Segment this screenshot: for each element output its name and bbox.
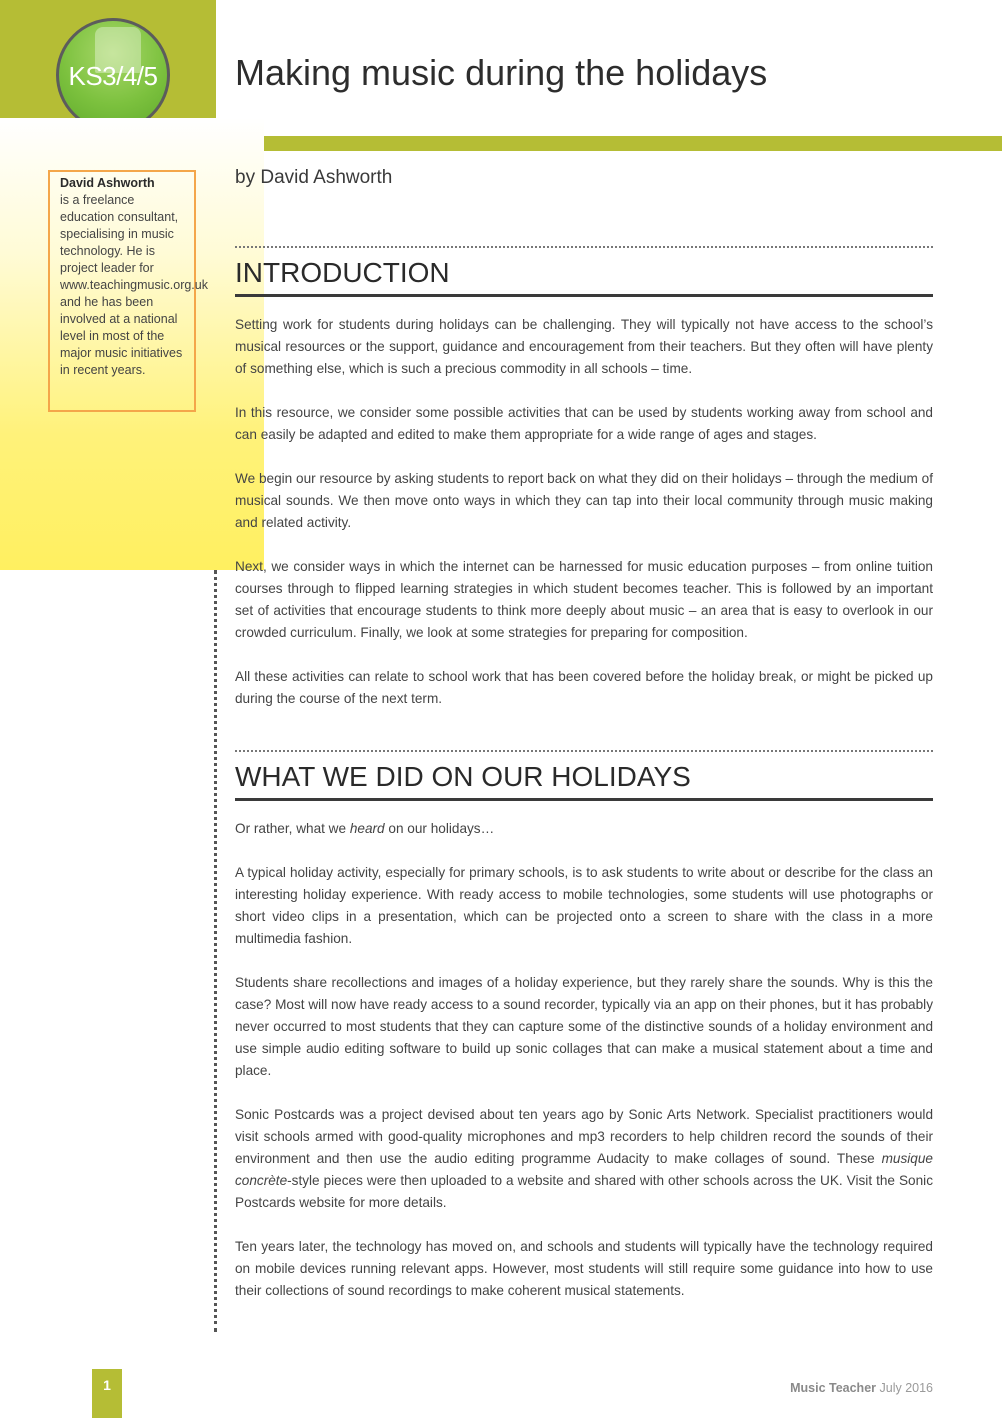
author-info-box bbox=[48, 170, 208, 412]
holidays-paragraph: Ten years later, the technology has moved on, and schools and students will typically have the technology required on mobile devices running relevant apps. However, most students will still require some guidance into how to use their collections of sound recordings to make coherent musical statements. bbox=[235, 1239, 933, 1298]
intro-paragraph: All these activities can relate to school work that has been covered before the holiday break, or might be picked up during the course of the next term. bbox=[235, 669, 933, 706]
intro-paragraph: In this resource, we consider some possible activities that can be used by students working away from school and can easily be adapted and edited to make them appropriate for a wide range of ages and stages. bbox=[235, 405, 933, 442]
intro-paragraph: We begin our resource by asking students to report back on what they did on their holidays – through the medium of musical sounds. We then move onto ways in which they can tap into their local community through music making and related activity. bbox=[235, 471, 933, 530]
holidays-lead bbox=[235, 818, 933, 840]
author-bio: is a freelance education consultant, specialising in music technology. He is project leader for www.teachingmusic.org.uk and he has been involved at a national level in most of the major music initiatives in recent years. bbox=[60, 193, 208, 377]
publication-date: July 2016 bbox=[876, 1381, 933, 1395]
paragraph-text: Sonic Postcards was a project devised about ten years ago by Sonic Arts Network. Specialist practitioners would visit schools armed with good-quality microphones and mp3 recorders to help children record the sounds of their environment and then use the audio editing programme Audacity to make collages of sound. These bbox=[235, 1107, 933, 1166]
header-rule bbox=[264, 136, 1002, 151]
section-dotted-rule bbox=[235, 750, 933, 752]
key-stage-label: KS3/4/5 bbox=[68, 61, 158, 91]
publication-credit bbox=[790, 1381, 933, 1395]
holidays-paragraph: Students share recollections and images of a holiday experience, but they rarely share the sounds. Why is this the case? Most will now have ready access to a sound recorder, typically via an app on their phones, but it has probably never occurred to most students that they can capture some of the distinctive sounds of a holiday environment and use simple audio editing software to build up sonic collages that can make a musical statement about a time and place. bbox=[235, 975, 933, 1078]
holidays-paragraph bbox=[235, 1104, 933, 1214]
holidays-paragraph: A typical holiday activity, especially for primary schools, is to ask students to write about or describe for the class an interesting holiday experience. With ready access to mobile technologies, some students will use photographs or short video clips in a presentation, which can be projected onto a screen to share with the class in a more multimedia fashion. bbox=[235, 865, 933, 946]
vertical-dotted-divider bbox=[214, 570, 217, 1332]
author-name: David Ashworth bbox=[60, 176, 155, 190]
byline: by David Ashworth bbox=[235, 167, 393, 188]
lead-emphasis: heard bbox=[349, 821, 385, 836]
holidays-section bbox=[235, 750, 933, 1302]
section-dotted-rule bbox=[235, 246, 933, 248]
lead-text: Or rather, what we bbox=[235, 821, 350, 836]
lead-text: on our holidays… bbox=[384, 821, 495, 836]
page-number-box bbox=[92, 1369, 122, 1418]
intro-section bbox=[235, 246, 933, 710]
page-number: 1 bbox=[103, 1377, 111, 1393]
header-green-block bbox=[0, 0, 216, 118]
publication-name: Music Teacher bbox=[790, 1381, 877, 1395]
paragraph-emphasis: musique concrète bbox=[235, 1151, 933, 1188]
intro-paragraph: Setting work for students during holidays can be challenging. They will typically not have access to the school’s musical resources or the support, guidance and encouragement from their teachers. But they often will have plenty of something else, which is such a precious commodity in all schools – time. bbox=[235, 317, 933, 376]
intro-paragraph: Next, we consider ways in which the internet can be harnessed for music education purposes – from online tuition courses through to flipped learning strategies in which student becomes teacher. This is followed by an important set of activities that encourage students to think more deeply about music – an area that is easy to overlook in our crowded curriculum. Finally, we look at some strategies for preparing for composition. bbox=[235, 559, 933, 640]
holidays-heading: WHAT WE DID ON OUR HOLIDAYS bbox=[235, 760, 933, 801]
paragraph-text: -style pieces were then uploaded to a website and shared with other schools across the UK. Visit the Sonic Postcards website for more details. bbox=[235, 1173, 933, 1210]
page-title: Making music during the holidays bbox=[235, 52, 768, 93]
intro-heading: INTRODUCTION bbox=[235, 256, 933, 297]
key-stage-badge bbox=[56, 18, 170, 118]
